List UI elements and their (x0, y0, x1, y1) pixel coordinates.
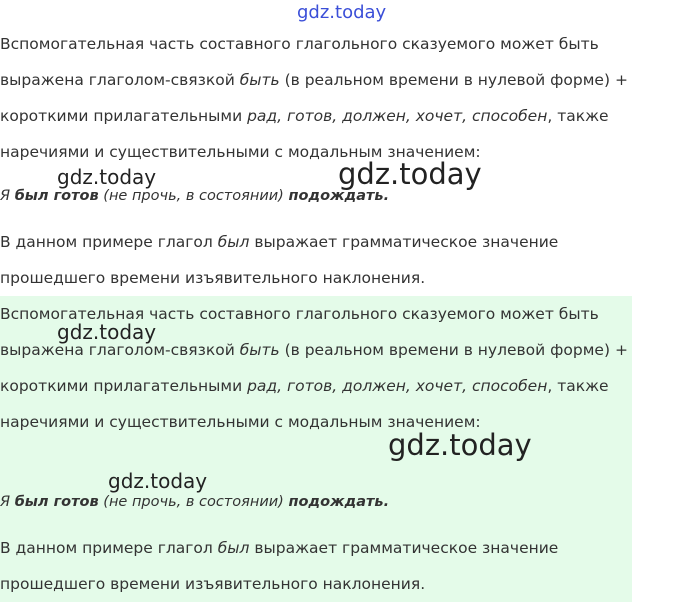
text: Вспомогательная часть составного глагольного сказуемого может быть выражена глаголом-связкой (0, 35, 599, 89)
paragraph-section2-definition (0, 296, 628, 440)
text: выражает грамматическое значение прошедшего времени изъявительного наклонения. (0, 233, 559, 287)
text: (не прочь, в состоянии) (98, 188, 289, 204)
text: Я (0, 494, 15, 510)
bold-text: был готов (14, 188, 99, 204)
paragraph-section1-explanation (0, 224, 620, 296)
watermark: gdz.today (388, 428, 532, 462)
italic-text: был (217, 539, 250, 557)
text: (в реальном времени в нулевой форме) + короткими прилагательными (0, 71, 628, 125)
bold-text: был готов (14, 494, 99, 510)
text: (в реальном времени в нулевой форме) + короткими прилагательными (0, 341, 628, 395)
text: , также наречиями и существительными с модальным значением: (0, 377, 609, 431)
text: В данном примере глагол (0, 539, 218, 557)
italic-text: быть (239, 341, 280, 359)
paragraph-section2-explanation (0, 530, 620, 602)
example-sentence-section2 (0, 494, 389, 510)
text: , также наречиями и существительными с модальным значением: (0, 107, 609, 161)
bold-text: подождать. (288, 494, 390, 510)
watermark: gdz.today (57, 320, 157, 344)
italic-text: рад, готов, должен, хочет, способен (247, 107, 548, 125)
text: Вспомогательная часть составного глагольного сказуемого может быть выражена глаголом-связкой (0, 305, 599, 359)
text: Я (0, 188, 15, 204)
text: (не прочь, в состоянии) (98, 494, 289, 510)
text: выражает грамматическое значение прошедшего времени изъявительного наклонения. (0, 539, 559, 593)
text: В данном примере глагол (0, 233, 218, 251)
example-sentence-section1 (0, 188, 389, 204)
bold-text: подождать. (288, 188, 390, 204)
italic-text: рад, готов, должен, хочет, способен (247, 377, 548, 395)
watermark: gdz.today (108, 469, 208, 493)
watermark: gdz.today (57, 165, 157, 189)
watermark-header: gdz.today (297, 2, 387, 23)
watermark: gdz.today (338, 157, 482, 191)
italic-text: был (217, 233, 250, 251)
paragraph-section1-definition (0, 26, 660, 170)
italic-text: быть (239, 71, 280, 89)
